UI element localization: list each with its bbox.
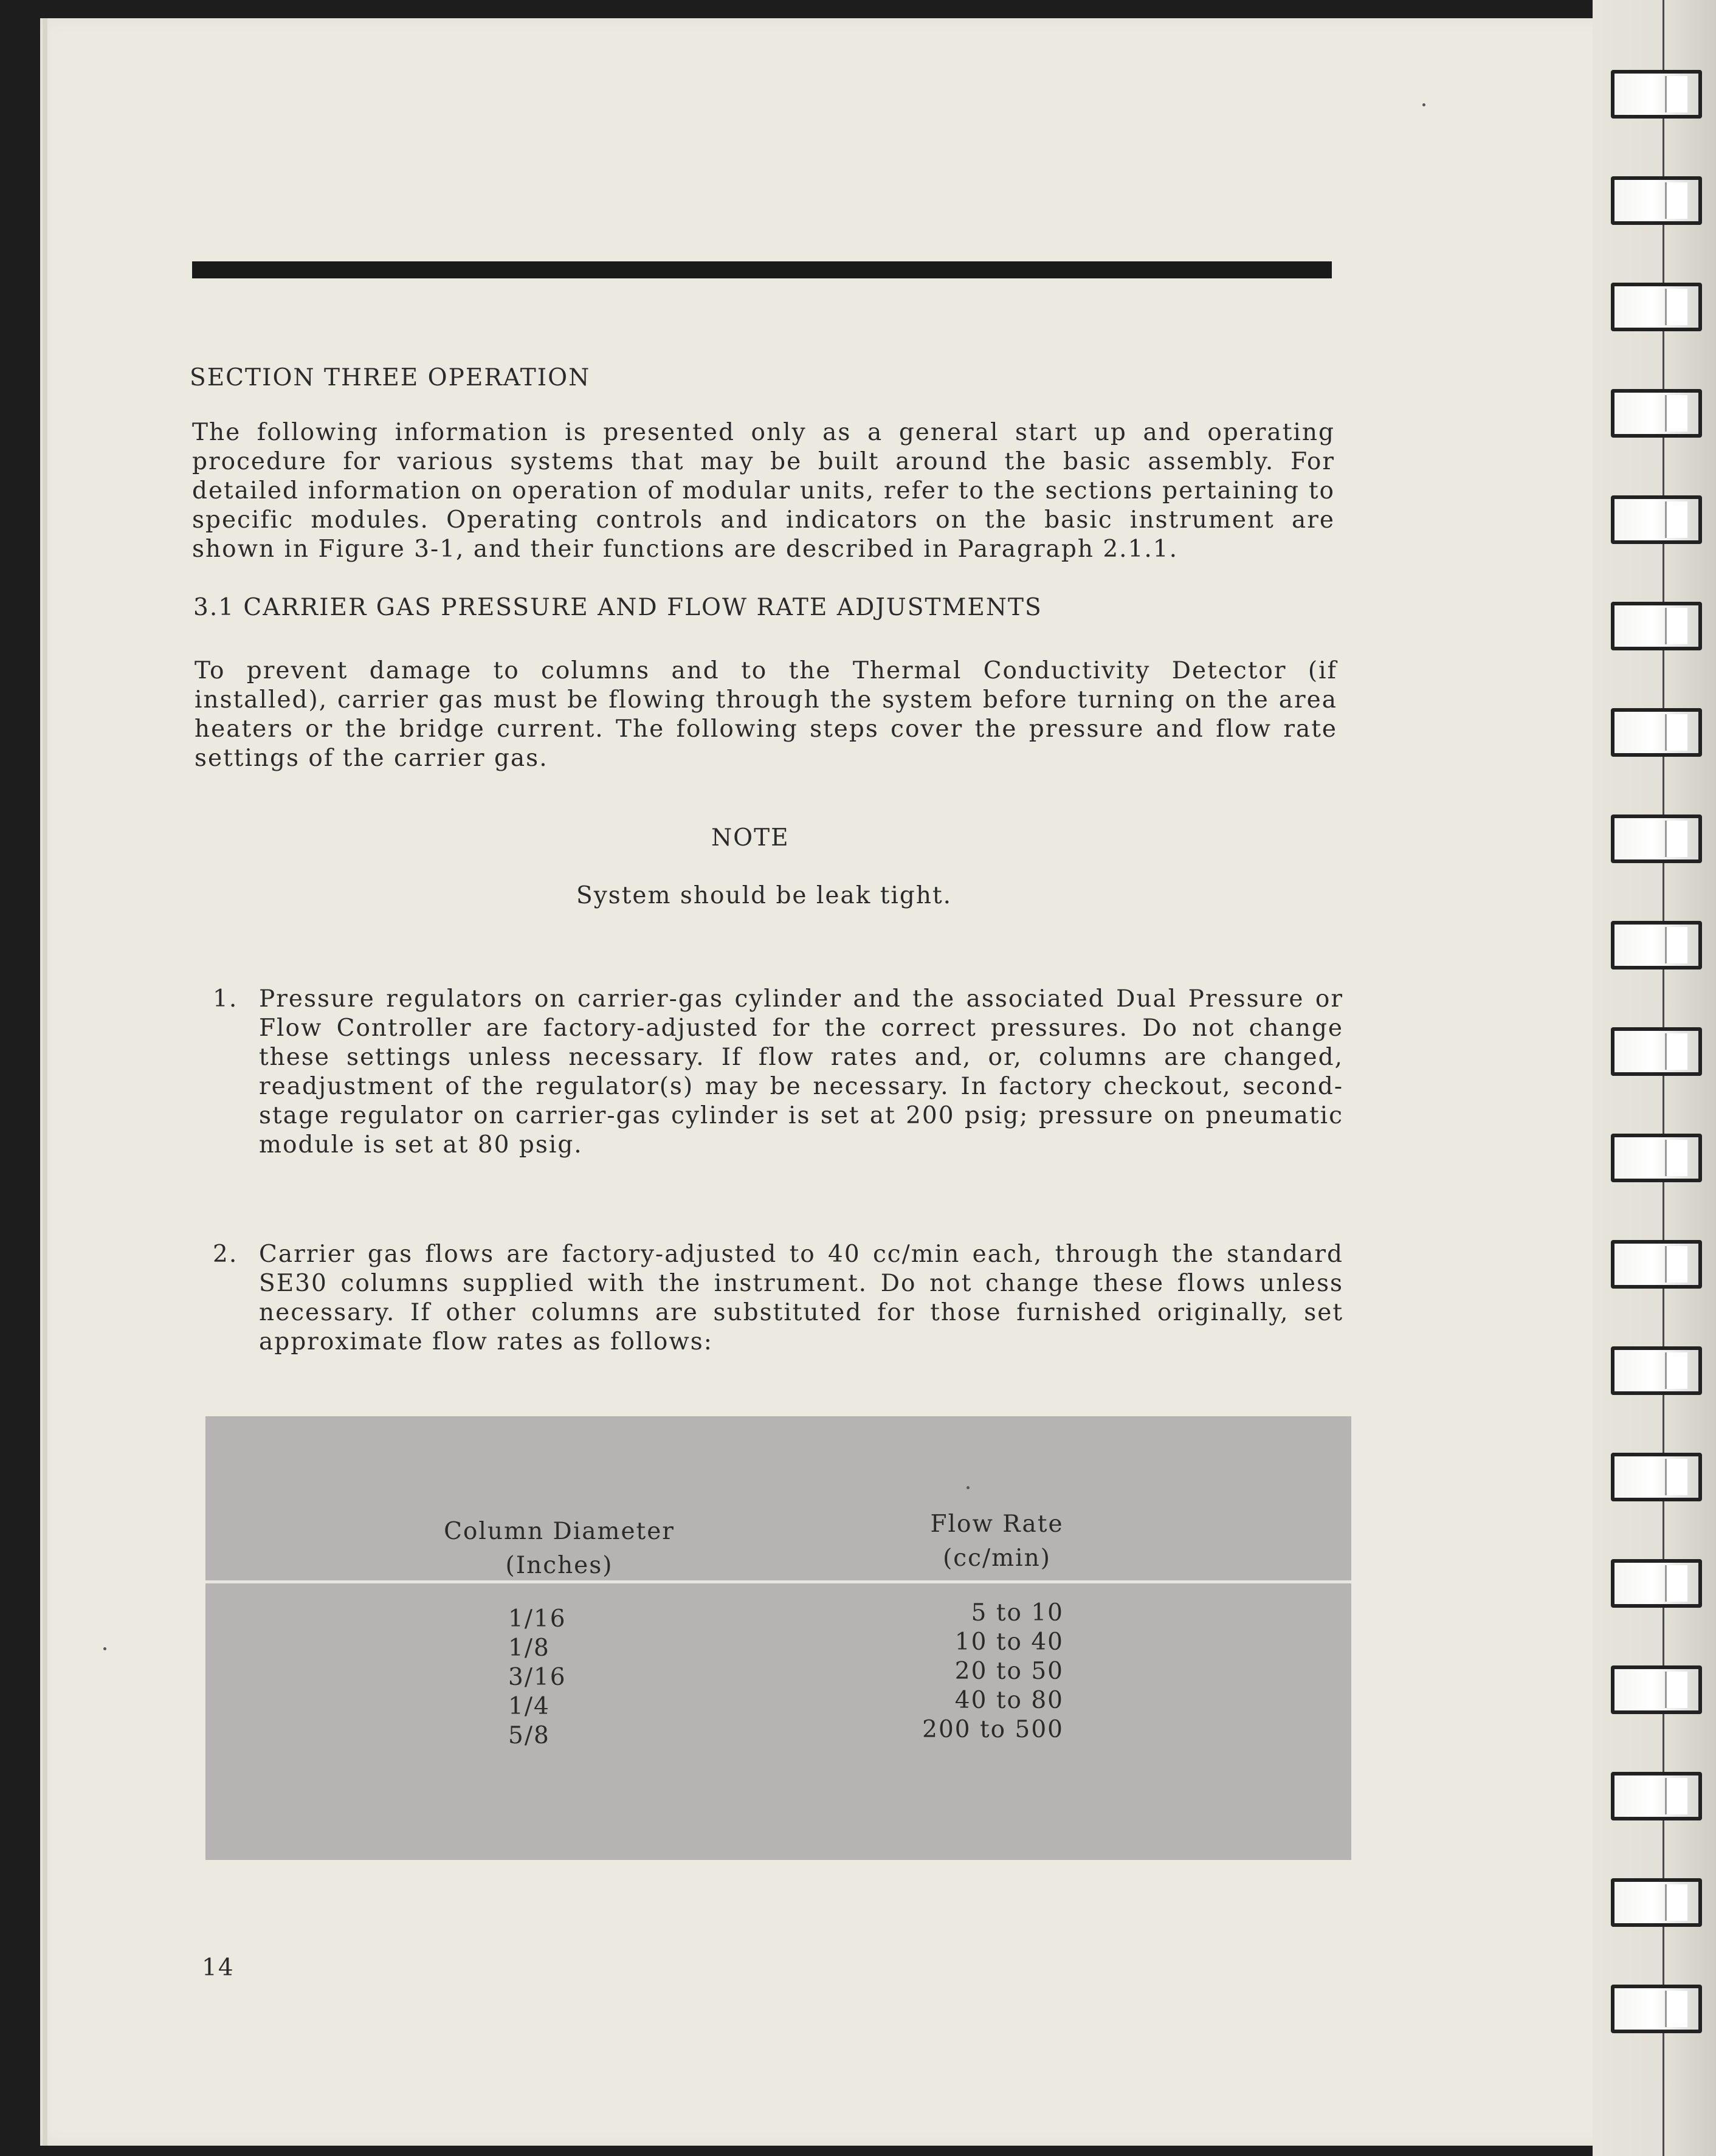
table-cell-flow: 20 to 50 — [954, 1658, 1064, 1685]
intro-paragraph: The following information is presented only as a general start up and operating procedure for various systems that may be built around the basic assembly. For detailed information on operation of modular units, refer to the sections pertaining to specific modules. Operating controls and indicators on the basic instrument are shown in Figure 3-1, and their functions are described in Paragraph 2.1.1. — [192, 419, 1335, 563]
binding-ring — [1611, 1772, 1702, 1820]
list-item-text: Carrier gas flows are factory-adjusted to 40 cc/min each, through the standard SE30 columns supplied with the instrument. Do not change these flows unless necessary. If other columns are substituted for those furnished originally, set approximate flow rates as follows: — [259, 1241, 1343, 1355]
binding-ring — [1611, 1559, 1702, 1608]
paper-speck — [1422, 103, 1425, 106]
binding-ring — [1611, 708, 1702, 757]
table-divider — [205, 1580, 1351, 1583]
binding-ring — [1611, 495, 1702, 544]
section-heading: SECTION THREE OPERATION — [190, 364, 591, 391]
binding-ring — [1611, 1346, 1702, 1395]
binding-ring — [1611, 1985, 1702, 2033]
note-title: NOTE — [711, 824, 790, 852]
section-rule — [192, 261, 1332, 278]
binding-ring — [1611, 1134, 1702, 1182]
note-text: System should be leak tight. — [576, 882, 953, 909]
table-cell-diameter: 1/8 — [508, 1634, 550, 1662]
page-edge — [43, 18, 47, 2146]
table-cell-diameter: 3/16 — [508, 1664, 567, 1691]
binding-ring — [1611, 1878, 1702, 1927]
column-header-diameter — [426, 1515, 693, 1583]
diameter-column — [508, 1605, 567, 1751]
table-cell-flow: 40 to 80 — [954, 1687, 1064, 1714]
header-flow-line2: (cc/min) — [943, 1545, 1051, 1572]
binding-ring — [1611, 921, 1702, 970]
page-number: 14 — [202, 1954, 235, 1982]
list-item-number: 2. — [213, 1241, 238, 1268]
binding-ring — [1611, 176, 1702, 225]
binding-ring — [1611, 602, 1702, 650]
table-cell-diameter: 5/8 — [508, 1722, 550, 1749]
binding-ring — [1611, 1665, 1702, 1714]
binding-ring — [1611, 1027, 1702, 1076]
table-cell-flow: 10 to 40 — [954, 1628, 1064, 1656]
list-item-text: Pressure regulators on carrier-gas cylinder and the associated Dual Pressure or Flow Controller are factory-adjusted for the correct pressures. Do not change these settings unless necessary. If flow rates and, or, columns are changed, readjustment of the regulator(s) may be necessary. In factory checkout, second-stage regulator on carrier-gas cylinder is set at 200 psig; pressure on pneumatic module is set at 80 psig. — [259, 985, 1343, 1159]
binding-ring — [1611, 389, 1702, 438]
binding-ring — [1611, 815, 1702, 863]
subsection-paragraph: To prevent damage to columns and to the Thermal Conductivity Detector (if installed), carrier gas must be flowing through the system before turning on the area heaters or the bridge current. The following steps cover the pressure and flow rate settings of the carrier gas. — [195, 657, 1337, 772]
table-cell-flow: 5 to 10 — [971, 1599, 1064, 1627]
list-item-number: 1. — [213, 985, 238, 1013]
header-flow-line1: Flow Rate — [930, 1510, 1064, 1538]
table-cell-flow: 200 to 500 — [922, 1716, 1064, 1743]
binding-ring — [1611, 283, 1702, 331]
table-cell-diameter: 1/4 — [508, 1693, 550, 1720]
header-diameter-line1: Column Diameter — [444, 1518, 675, 1545]
flow-rate-column — [918, 1599, 1064, 1744]
paper-speck — [967, 1486, 970, 1489]
binding-ring — [1611, 1240, 1702, 1289]
header-diameter-line2: (Inches) — [505, 1552, 613, 1579]
table-cell-diameter: 1/16 — [508, 1605, 567, 1633]
column-header-flow-rate — [881, 1507, 1112, 1576]
binding-ring — [1611, 1453, 1702, 1501]
list-item — [213, 985, 1343, 1160]
binding-ring — [1611, 70, 1702, 119]
subsection-heading: 3.1 CARRIER GAS PRESSURE AND FLOW RATE ADJUSTMENTS — [193, 594, 1042, 621]
flow-rate-table — [205, 1416, 1351, 1860]
list-item — [213, 1240, 1343, 1357]
paper-speck — [103, 1647, 106, 1650]
